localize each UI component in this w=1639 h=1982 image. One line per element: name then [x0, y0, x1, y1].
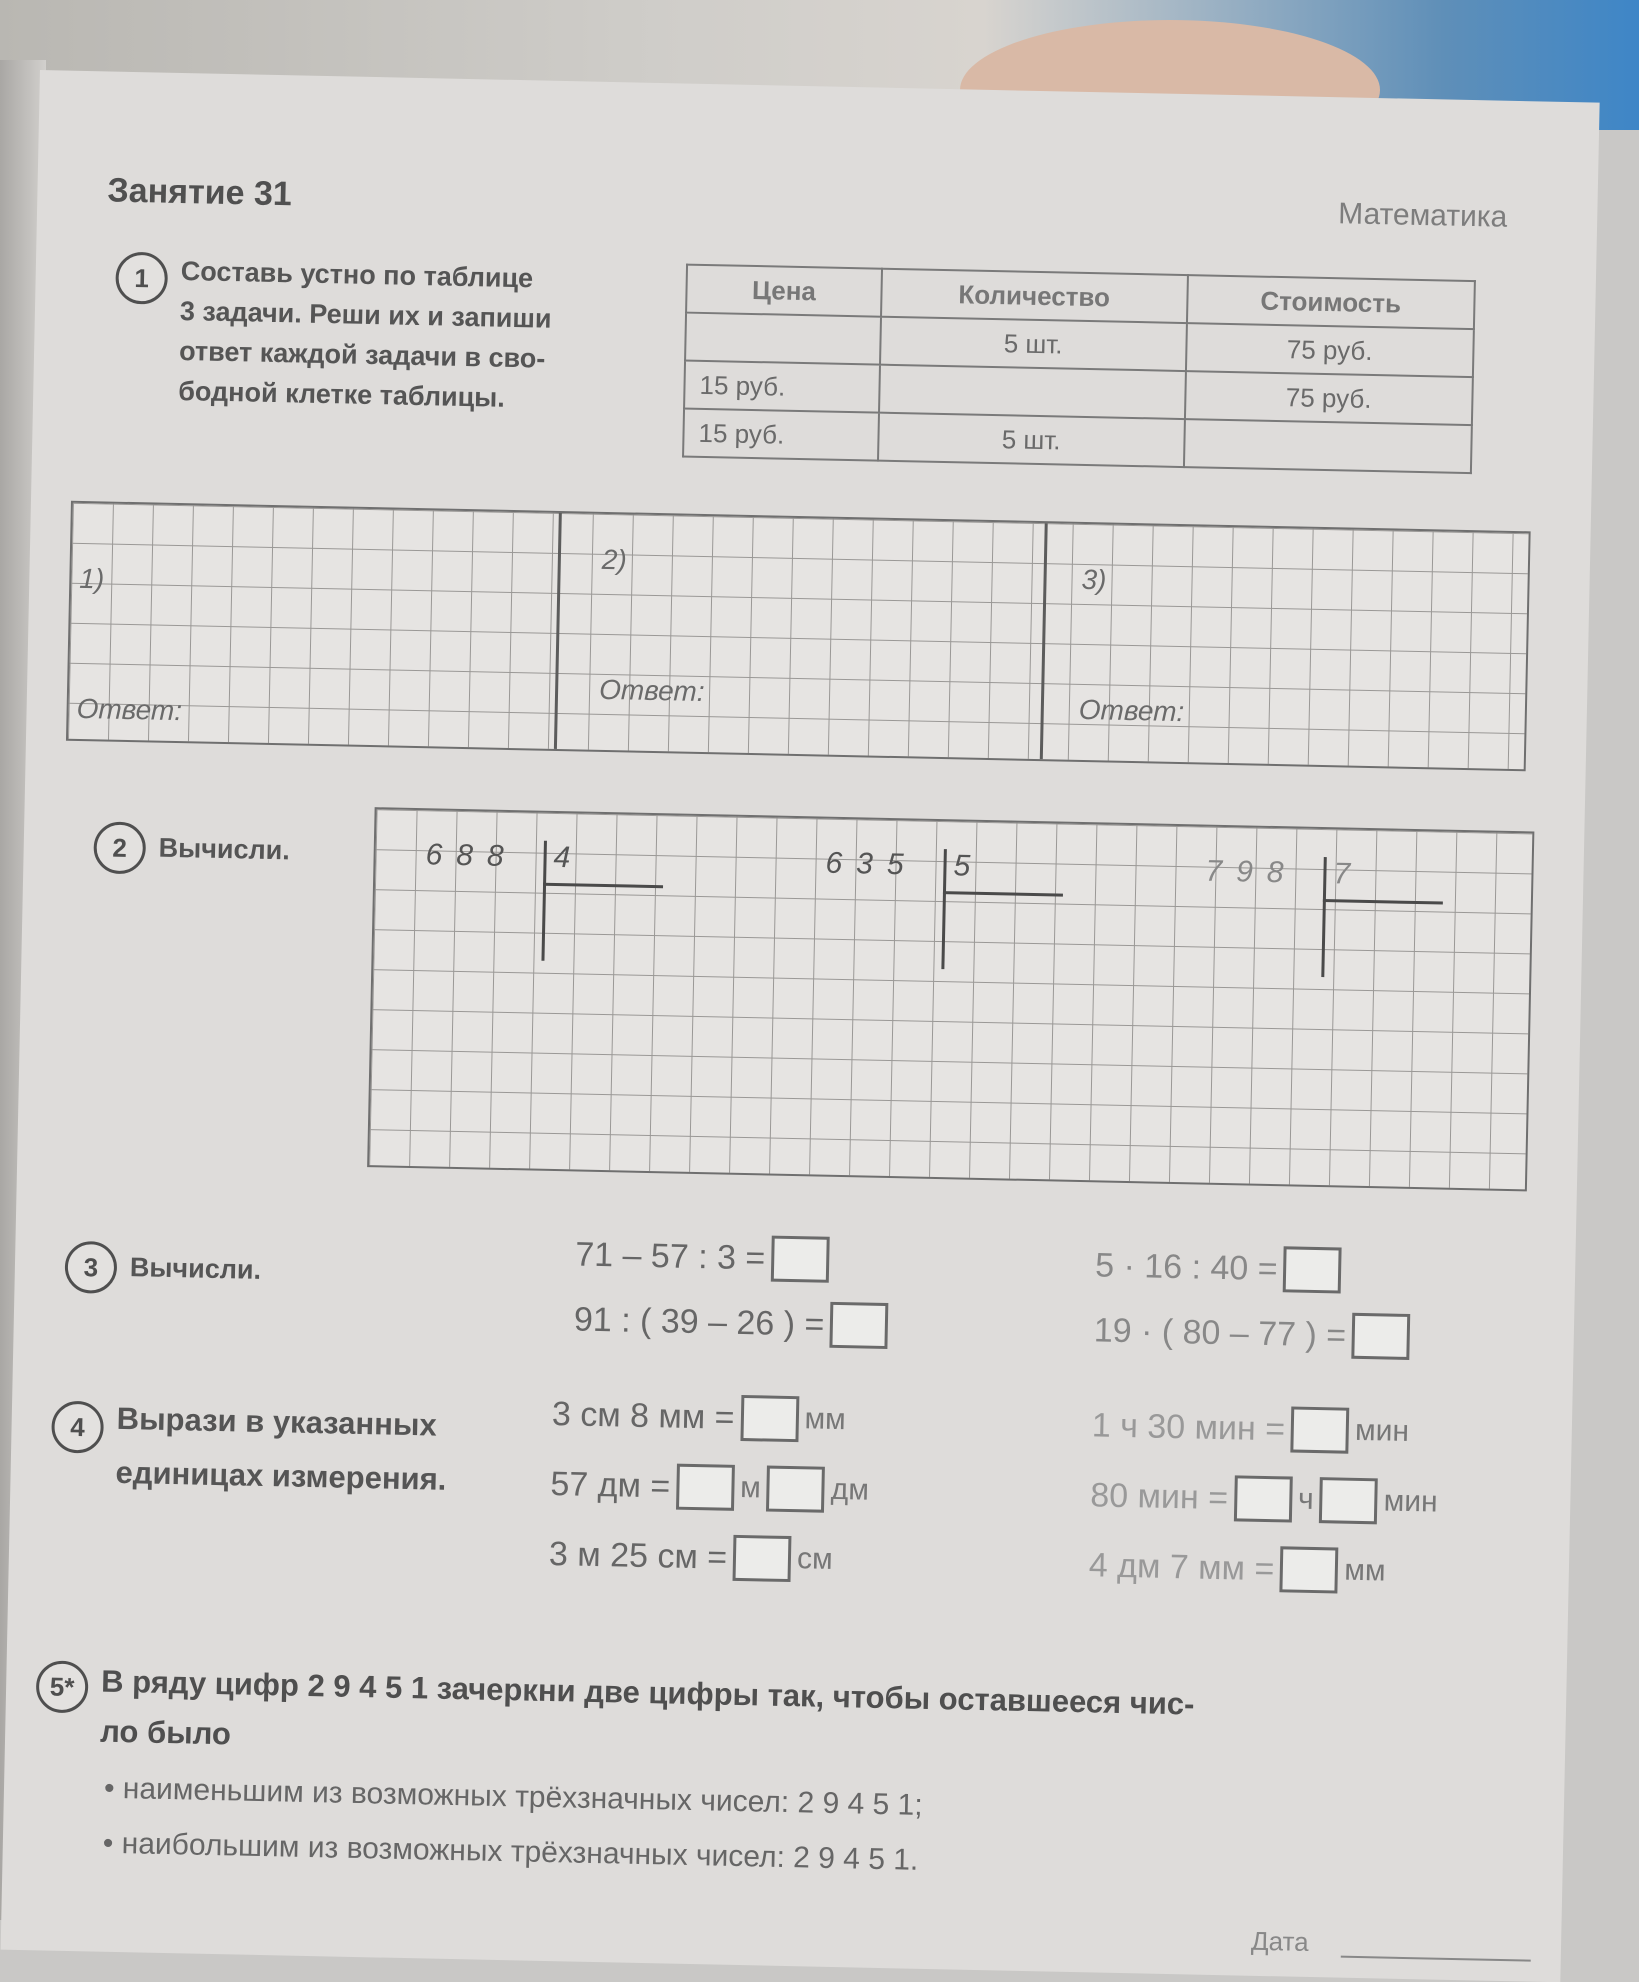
column-header-price: Цена [686, 265, 882, 317]
division-bar [941, 849, 947, 969]
answer-label-2: Ответ: [598, 673, 705, 708]
expression-text: 5 · 16 : 40 = [1094, 1245, 1278, 1288]
table-cell: 15 руб. [683, 409, 879, 461]
table-cell-answer[interactable] [879, 365, 1186, 419]
conversion-text: 1 ч 30 мин = [1091, 1405, 1286, 1448]
solution-number-2: 2) [601, 543, 628, 576]
conversion-text: 3 м 25 см = [548, 1534, 728, 1577]
conversion-text: 3 см 8 мм = [551, 1394, 735, 1437]
task1-instructions [178, 251, 553, 419]
expression-4 [1093, 1307, 1410, 1360]
conversion-6 [1088, 1542, 1386, 1594]
division-line [543, 883, 663, 889]
unit-label: мм [1343, 1553, 1386, 1588]
answer-box[interactable] [1280, 1546, 1339, 1593]
task4-number-icon [51, 1401, 104, 1454]
date-line[interactable] [1341, 1956, 1531, 1962]
workbook-page [1, 70, 1600, 1982]
price-table [682, 264, 1476, 475]
dividend-1: 688 [425, 838, 519, 874]
table-cell: 75 руб. [1186, 323, 1474, 377]
task1-answer-grid[interactable] [66, 501, 1531, 772]
unit-label: ч [1297, 1482, 1315, 1516]
answer-box[interactable] [766, 1466, 825, 1513]
grid-divider [554, 513, 562, 749]
answer-label-3: Ответ: [1078, 693, 1185, 728]
division-line [1323, 899, 1443, 905]
table-cell: 5 шт. [878, 413, 1185, 467]
answer-box[interactable] [1352, 1313, 1411, 1360]
grid-divider [1040, 523, 1048, 759]
task5-text-line: В ряду цифр 2 9 4 5 1 зачеркни две цифры так, чтобы оставшееся чис- [100, 1663, 1195, 1722]
task4-title [115, 1392, 448, 1507]
answer-box[interactable] [771, 1236, 830, 1283]
lesson-title: Занятие 31 [107, 171, 293, 214]
task5-text-line: ло было [99, 1713, 232, 1752]
division-bar [541, 841, 547, 961]
conversion-5 [1090, 1472, 1438, 1525]
subject-label: Математика [1337, 197, 1508, 234]
task1-text-line: 3 задачи. Реши их и запиши [179, 295, 552, 334]
division-bar [1321, 857, 1327, 977]
unit-label: мин [1354, 1413, 1410, 1448]
conversion-text: 4 дм 7 мм = [1088, 1545, 1275, 1588]
expression-2 [573, 1296, 888, 1349]
task2-division-grid[interactable] [367, 807, 1534, 1191]
conversion-3 [549, 1531, 834, 1583]
unit-label: см [796, 1542, 834, 1576]
solution-number-3: 3) [1081, 563, 1107, 596]
answer-box[interactable] [1283, 1246, 1342, 1293]
table-cell-answer[interactable] [1184, 419, 1472, 473]
answer-box[interactable] [740, 1395, 799, 1442]
task5-bullet-largest: • наибольшим из возможных трёхзначных чисел: 2 9 4 5 1. [102, 1826, 919, 1877]
table-cell: 75 руб. [1185, 371, 1473, 425]
task1-text-line: бодной клетке таблицы. [177, 375, 506, 413]
conversion-2 [550, 1461, 869, 1514]
task1-number-icon [115, 252, 168, 305]
task1-text-line: ответ каждой задачи в сво- [178, 335, 546, 374]
expression-text: 71 – 57 : 3 = [574, 1234, 766, 1277]
conversion-text: 80 мин = [1089, 1475, 1229, 1517]
unit-label: м [739, 1470, 762, 1505]
unit-label: мм [804, 1402, 847, 1437]
task3-number-icon [64, 1241, 117, 1294]
task1-text-line: Составь устно по таблице [180, 255, 534, 294]
conversion-1 [551, 1391, 846, 1443]
answer-label-1: Ответ: [76, 692, 183, 727]
divisor-1: 4 [553, 840, 585, 875]
answer-box[interactable] [1319, 1477, 1378, 1524]
unit-label: дм [830, 1472, 870, 1507]
divisor-2: 5 [953, 849, 985, 883]
divisor-3: 7 [1333, 857, 1365, 891]
expression-3 [1095, 1242, 1342, 1293]
task3-title: Вычисли. [129, 1252, 262, 1285]
task4-title-line: Вырази в указанных [116, 1400, 438, 1443]
task3-number: 3 [83, 1251, 99, 1282]
expression-text: 19 · ( 80 – 77 ) = [1093, 1310, 1347, 1355]
answer-box[interactable] [676, 1464, 735, 1511]
task5-number: 5* [49, 1671, 75, 1702]
date-label: Дата [1250, 1925, 1309, 1957]
answer-box[interactable] [1234, 1475, 1293, 1522]
task5-number-icon [36, 1660, 89, 1713]
task1-number: 1 [134, 262, 150, 293]
answer-box[interactable] [830, 1302, 889, 1349]
dividend-3: 798 [1205, 854, 1298, 890]
table-cell: 15 руб. [684, 361, 880, 413]
conversion-4 [1091, 1402, 1409, 1455]
task2-number: 2 [112, 832, 128, 863]
task2-number-icon [93, 821, 146, 874]
unit-label: мин [1383, 1484, 1438, 1519]
answer-box[interactable] [1291, 1407, 1350, 1454]
column-header-quantity: Количество [881, 269, 1188, 323]
solution-number-1: 1) [79, 562, 105, 595]
task5-bullet-smallest: • наименьшим из возможных трёхзначных чисел: 2 9 4 5 1; [103, 1771, 923, 1822]
dividend-2: 635 [825, 846, 918, 882]
division-line [943, 891, 1063, 897]
expression-text: 91 : ( 39 – 26 ) = [573, 1299, 825, 1344]
table-cell-answer[interactable] [685, 313, 881, 365]
task4-title-line: единицах измерения. [115, 1454, 447, 1497]
answer-box[interactable] [733, 1535, 792, 1582]
conversion-text: 57 дм = [550, 1464, 671, 1506]
task2-title: Вычисли. [158, 832, 291, 866]
column-header-cost: Стоимость [1187, 275, 1475, 329]
task4-number: 4 [70, 1411, 86, 1442]
expression-1 [575, 1231, 830, 1282]
table-cell: 5 шт. [880, 317, 1187, 371]
